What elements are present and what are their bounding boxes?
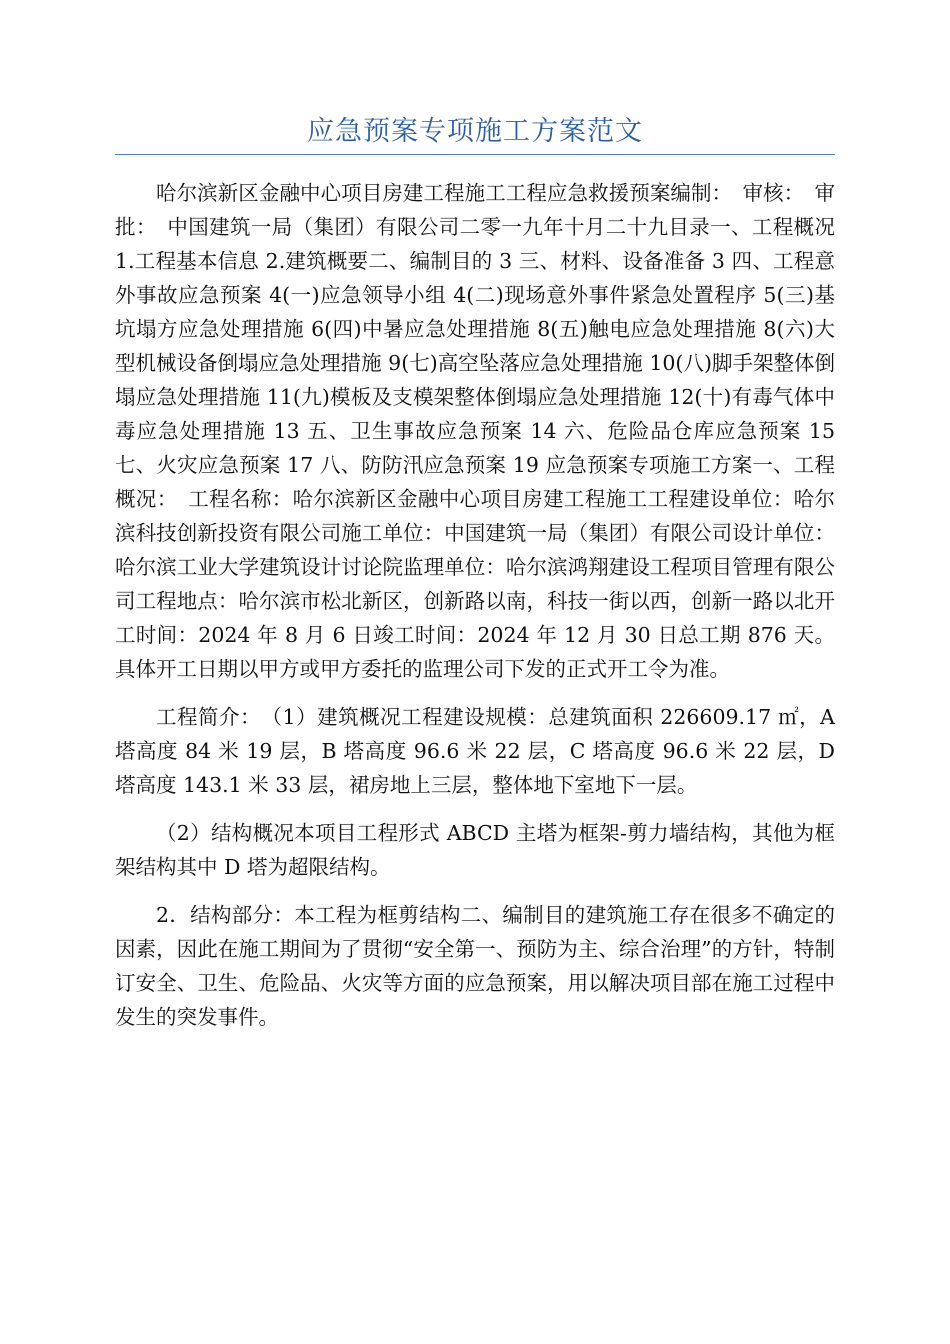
paragraph-project-brief: 工程简介： （1）建筑概况工程建设规模：总建筑面积 226609.17 ㎡，A 塔高度 84 米 19 层，B 塔高度 96.6 米 22 层，C 塔高度 96.6 米 22 层，D 塔高度 143.1 米 33 层，裙房地上三层，整体地下室地下一层。 [115,705,835,797]
paragraph-structure-overview: （2）结构概况本项目工程形式 ABCD 主塔为框架-剪力墙结构，其他为框架结构其中 D 塔为超限结构。 [115,821,835,879]
paragraph-toc-and-overview: 哈尔滨新区金融中心项目房建工程施工工程应急救援预案编制： 审核： 审批： 中国建筑一局（集团）有限公司二零一九年十月二十九目录一、工程概况 1.工程基本信息 2.建筑概要二、编制目的 3 三、材料、设备准备 3 四、工程意外事故应急预案 4(一)应急领导小组 4(二)现场意外事件紧急处置程序 5(三)基坑塌方应急处理措施 6(四)中暑应急处理措施 8(五)触电应急处理措施 8(六)大型机械设备倒塌应急处理措施 9(七)高空坠落应急处理措施 10(八)脚手架整体倒塌应急处理措施 11(九)模板及支模架整体倒塌应急处理措施 12(十)有毒气体中毒应急处理措施 13 五、卫生事故应急预案 14 六、危险品仓库应急预案 15 七、火灾应急预案 17 八、防防汛应急预案 19 应急预案专项施工方案一、工程概况： 工程名称：哈尔滨新区金融中心项目房建工程施工工程建设单位：哈尔滨科技创新投资有限公司施工单位：中国建筑一局（集团）有限公司设计单位：哈尔滨工业大学建筑设计讨论院监理单位：哈尔滨鸿翔建设工程项目管理有限公司工程地点：哈尔滨市松北新区，创新路以南，科技一街以西，创新一路以北开工时间：2024 年 8 月 6 日竣工时间：2024 年 12 月 30 日总工期 876 天。具体开工日期以甲方或甲方委托的监理公司下发的正式开工令为准。 [115,181,835,681]
paragraph-purpose: 2．结构部分：本工程为框剪结构二、编制目的建筑施工存在很多不确定的因素，因此在施工期间为了贯彻“安全第一、预防为主、综合治理”的方针，特制订安全、卫生、危险品、火灾等方面的应急预案，用以解决项目部在施工过程中发生的突发事件。 [115,903,835,1029]
document-body [115,176,835,1048]
document-title: 应急预案专项施工方案范文 [307,116,643,147]
title-underline [115,154,835,155]
